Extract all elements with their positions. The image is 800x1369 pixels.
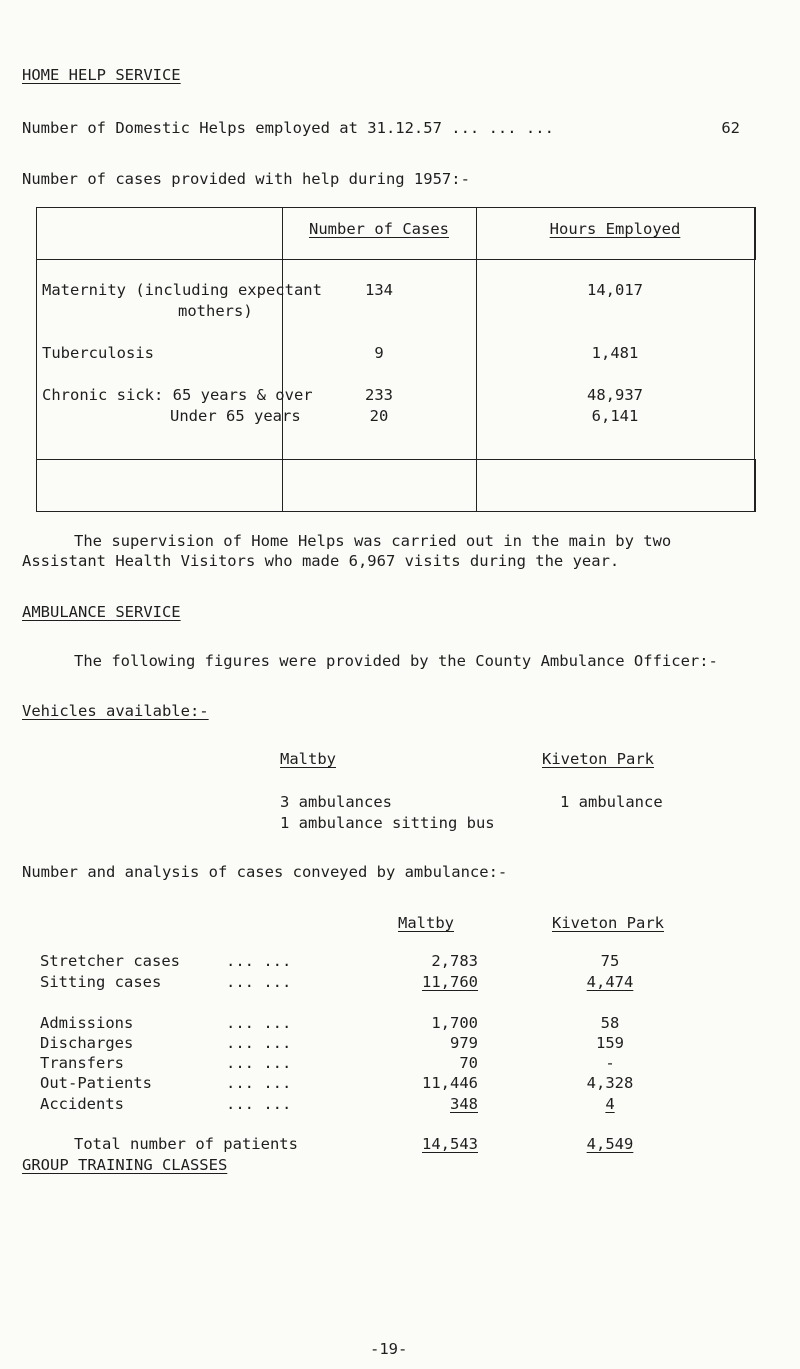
amb-row-maltby: 979 xyxy=(450,1034,478,1052)
amb-row-kiveton: 58 xyxy=(600,1014,620,1032)
amb-row-label: Discharges xyxy=(40,1034,134,1052)
maltby-vehicles-2: 1 ambulance sitting bus xyxy=(280,814,495,832)
row-cases: 9 xyxy=(374,344,384,362)
amb-row-kiveton: 4 xyxy=(605,1095,615,1113)
amb-row-dots: ... ... xyxy=(226,952,292,970)
employed-value: 62 xyxy=(721,119,740,137)
home-help-heading: HOME HELP SERVICE xyxy=(22,66,181,84)
employed-label: Number of Domestic Helps employed at 31.12.57 ... ... ... xyxy=(22,119,554,137)
maltby-label: Maltby xyxy=(280,750,336,768)
amb-row-kiveton: 75 xyxy=(600,952,620,970)
amb-row-label: Transfers xyxy=(40,1054,124,1072)
amb-row-kiveton: - xyxy=(605,1054,615,1072)
row-hours: 48,937 xyxy=(587,386,643,404)
amb-row-dots: ... ... xyxy=(226,1074,292,1092)
kiveton-col-header: Kiveton Park xyxy=(552,914,664,932)
supervision-line1: The supervision of Home Helps was carried out in the main by two xyxy=(74,532,672,550)
cases-intro: Number of cases provided with help during 1957:- xyxy=(22,170,470,188)
amb-row-maltby: 1,700 xyxy=(431,1014,478,1032)
col-header-cases: Number of Cases xyxy=(309,220,449,238)
row-cases: 134 xyxy=(365,281,393,299)
amb-row-maltby: 11,760 xyxy=(422,973,478,991)
col-header-hours: Hours Employed xyxy=(549,220,681,238)
amb-row-maltby: 348 xyxy=(450,1095,478,1113)
page-number: -19- xyxy=(370,1340,408,1358)
table-total-box xyxy=(36,459,756,512)
row-cases: 20 xyxy=(369,407,389,425)
amb-row-maltby: 2,783 xyxy=(431,952,478,970)
amb-total-maltby: 14,543 xyxy=(422,1135,478,1153)
ambulance-heading: AMBULANCE SERVICE xyxy=(22,603,181,621)
maltby-vehicles-1: 3 ambulances xyxy=(280,793,392,811)
ambulance-intro: The following figures were provided by the County Ambulance Officer:- xyxy=(74,652,718,670)
amb-row-kiveton: 4,328 xyxy=(586,1074,634,1092)
amb-row-label: Accidents xyxy=(40,1095,124,1113)
amb-row-dots: ... ... xyxy=(226,1034,292,1052)
row-label-cont: mothers) xyxy=(178,302,253,320)
amb-row-dots: ... ... xyxy=(226,973,292,991)
amb-row-dots: ... ... xyxy=(226,1014,292,1032)
amb-row-dots: ... ... xyxy=(226,1054,292,1072)
amb-total-label: Total number of patients xyxy=(74,1135,298,1153)
amb-row-kiveton: 4,474 xyxy=(586,973,634,991)
row-label: Tuberculosis xyxy=(42,344,154,362)
amb-row-label: Admissions xyxy=(40,1014,134,1032)
row-label: Chronic sick: 65 years & over xyxy=(42,386,313,404)
kiveton-vehicles-1: 1 ambulance xyxy=(560,793,663,811)
maltby-col-header: Maltby xyxy=(398,914,454,932)
training-heading: GROUP TRAINING CLASSES xyxy=(22,1156,228,1174)
amb-row-label: Sitting cases xyxy=(40,973,162,991)
amb-total-kiveton: 4,549 xyxy=(586,1135,634,1153)
amb-row-kiveton: 159 xyxy=(596,1034,624,1052)
amb-row-maltby: 70 xyxy=(459,1054,478,1072)
row-hours: 1,481 xyxy=(591,344,639,362)
row-hours: 6,141 xyxy=(591,407,639,425)
vehicles-heading: Vehicles available:- xyxy=(22,702,209,720)
amb-row-label: Out-Patients xyxy=(40,1074,152,1092)
analysis-intro: Number and analysis of cases conveyed by ambulance:- xyxy=(22,863,508,881)
row-cases: 233 xyxy=(365,386,393,404)
amb-row-dots: ... ... xyxy=(226,1095,292,1113)
row-label: Under 65 years xyxy=(170,407,301,425)
kiveton-label: Kiveton Park xyxy=(542,750,654,768)
row-label: Maternity (including expectant xyxy=(42,281,322,299)
amb-row-label: Stretcher cases xyxy=(40,952,180,970)
row-hours: 14,017 xyxy=(587,281,643,299)
amb-row-maltby: 11,446 xyxy=(422,1074,478,1092)
supervision-line2: Assistant Health Visitors who made 6,967 visits during the year. xyxy=(22,552,620,570)
